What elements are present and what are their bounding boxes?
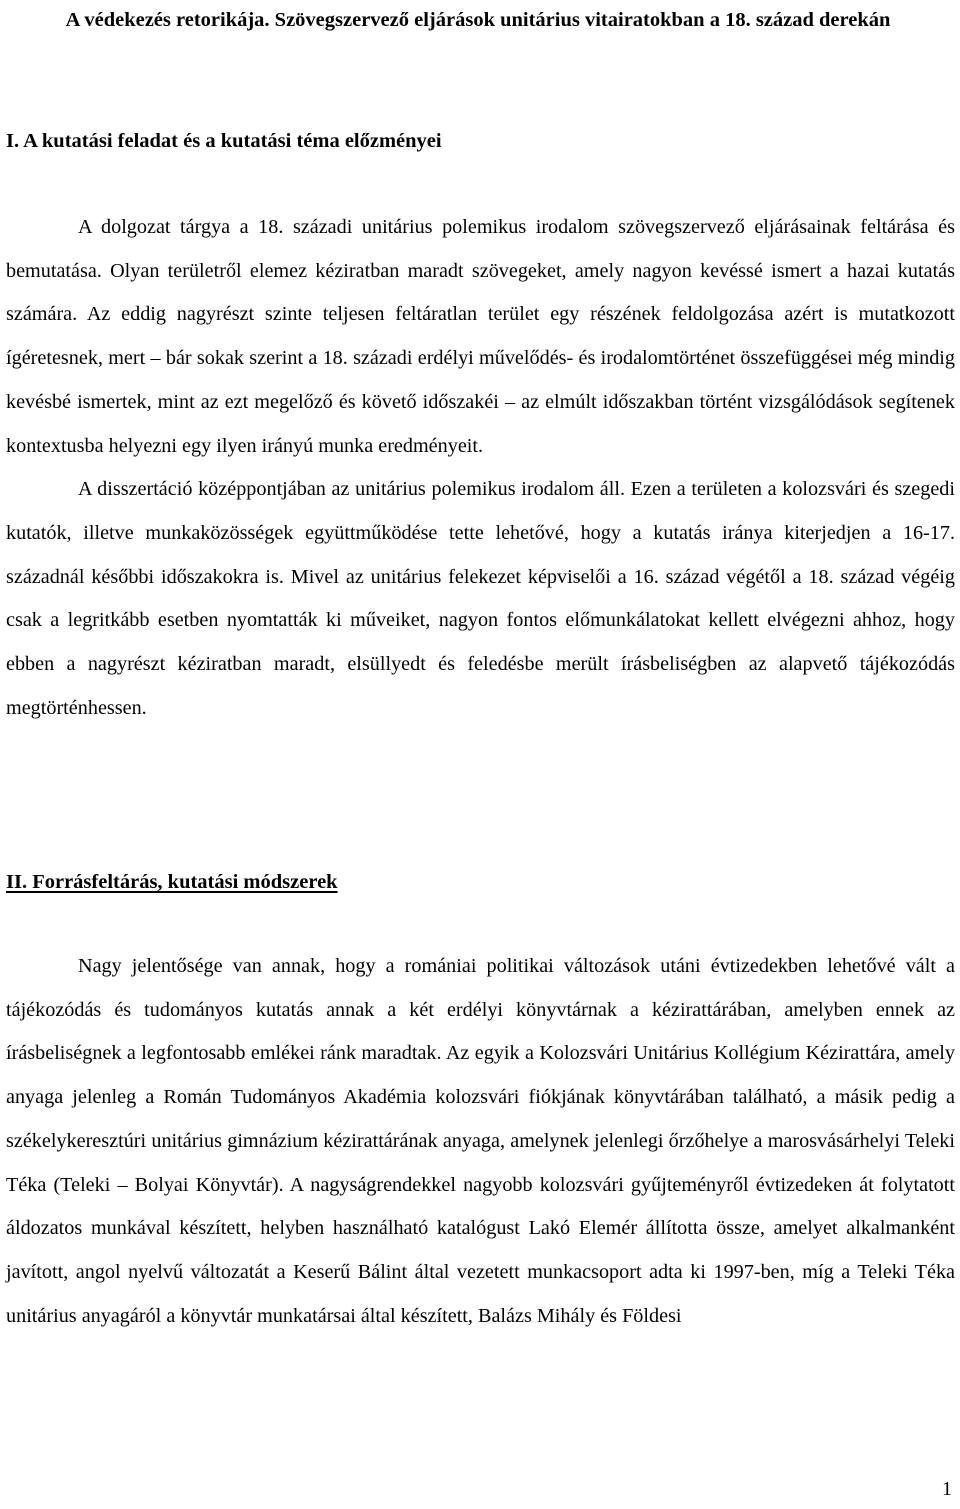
section-body-sources-methods [6, 945, 955, 1338]
paragraph: A dolgozat tárgya a 18. századi unitárius polemikus irodalom szövegszervező eljárásainak feltárása és bemutatása. Olyan területről elemez kéziratban maradt szövegeket, amely nagyon kevéssé ismert a hazai kutatás számára. Az eddig nagyrészt szinte teljesen feltáratlan terület egy részének feldolgozása azért is mutatkozott ígéretesnek, mert – bár sokak szerint a 18. századi erdélyi művelődés- és irodalomtörténet összefüggései még mindig kevésbé ismertek, mint az ezt megelőző és követő időszakéi – az elmúlt időszakban történt vizsgálódások segítenek kontextusba helyezni egy ilyen irányú munka eredményeit. [6, 216, 955, 457]
paragraph: Nagy jelentősége van annak, hogy a romániai politikai változások utáni évtizedekben lehetővé vált a tájékozódás és tudományos kutatás annak a két erdélyi könyvtárnak a kézirattárában, amelyben ennek az írásbeliségnek a legfontosabb emlékei ránk maradtak. Az egyik a Kolozsvári Unitárius Kollégium Kézirattára, amely anyaga jelenleg a Román Tudományos Akadémia kolozsvári fiókjának könyvtárában található, a másik pedig a székelykeresztúri unitárius gimnázium kézirattárának anyaga, amelynek jelenlegi őrzőhelye a marosvásárhelyi Teleki Téka (Teleki – Bolyai Könyvtár). A nagyságrendekkel nagyobb kolozsvári gyűjteményről évtizedeken át folytatott áldozatos munkával készített, helyben használható katalógust Lakó Elemér állította össze, amelyet alkalmanként javított, angol nyelvű változatát a Keserű Bálint által vezetett munkacsoport adta ki 1997-ben, míg a Teleki Téka unitárius anyagáról a könyvtár munkatársai által készített, Balázs Mihály és Földesi [6, 955, 955, 1327]
page-number: 1 [942, 1478, 952, 1500]
document-title: A védekezés retorikája. Szövegszervező eljárások unitárius vitairatokban a 18. század derekán [65, 9, 891, 31]
paragraph: A disszertáció középpontjában az unitárius polemikus irodalom áll. Ezen a területen a kolozsvári és szegedi kutatók, illetve munkaközösségek együttműködése tette lehetővé, hogy a kutatás iránya kiterjedjen a 16-17. századnál későbbi időszakokra is. Mivel az unitárius felekezet képviselői a 16. század végétől a 18. század végéig csak a legritkább esetben nyomtatták ki műveiket, nagyon fontos előmunkálatokat kellett elvégezni ahhoz, hogy ebben a nagyrészt kéziratban maradt, elsüllyedt és feledésbe merült írásbeliségben az alapvető tájékozódás megtörténhessen. [6, 478, 955, 719]
section-heading-sources-methods: II. Forrásfeltárás, kutatási módszerek [6, 871, 338, 893]
section-heading-research-task: I. A kutatási feladat és a kutatási téma előzményei [6, 130, 442, 152]
section-body-research-task [6, 206, 955, 730]
